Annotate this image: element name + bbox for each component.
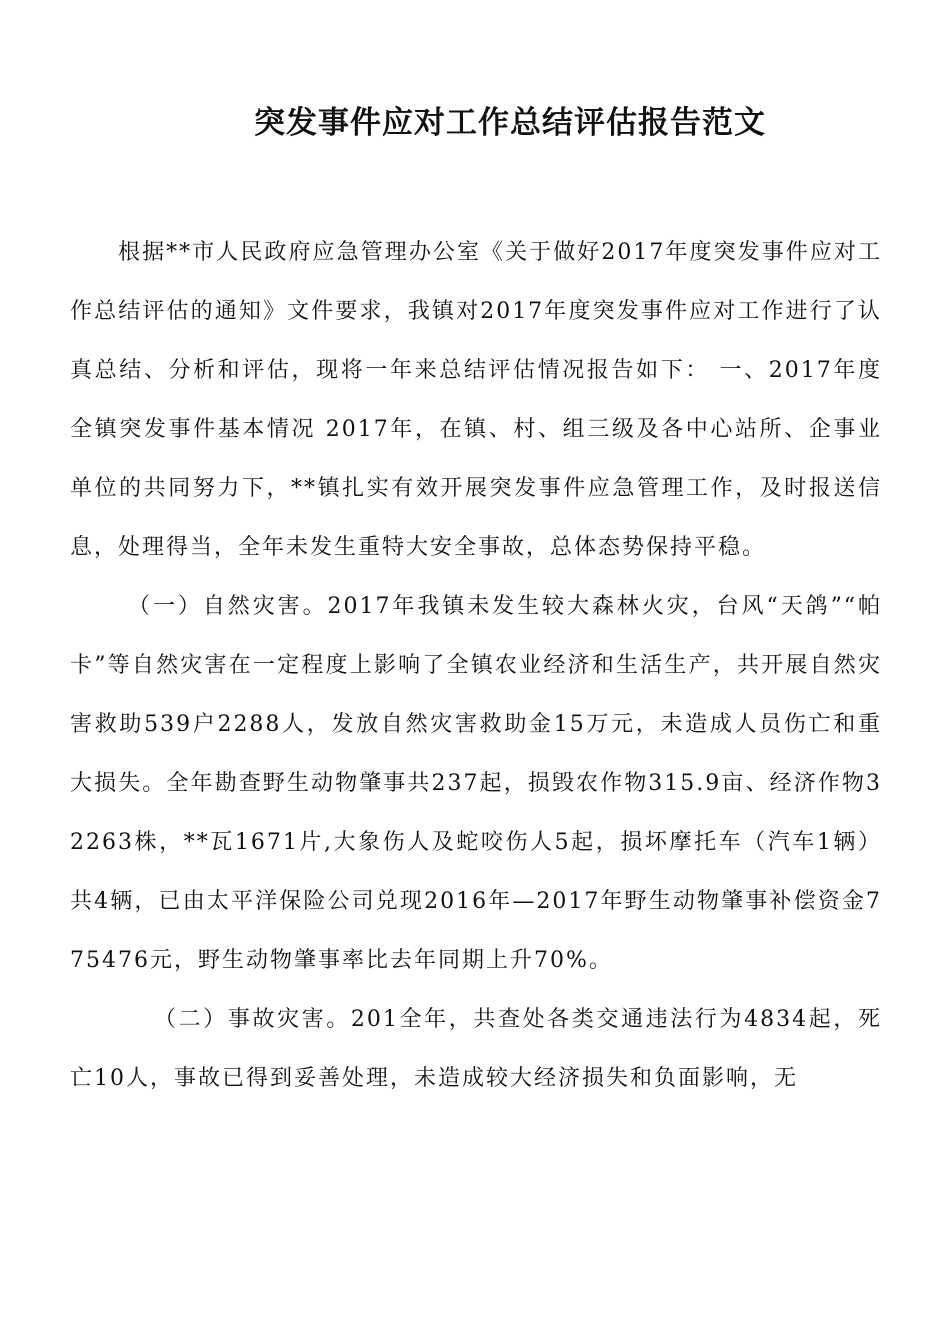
paragraph-natural-disasters: （一）自然灾害。2017年我镇未发生较大森林火灾，台风“天鸽”“帕卡”等自然灾害在一定程度上影响了全镇农业经济和生活生产，共开展自然灾害救助539户2288人，发放自然灾害救助金15万元，未造成人员伤亡和重大损失。全年勘查野生动物肇事共237起，损毁农作物315.9亩、经济作物32263株，**瓦1671片,大象伤人及蛇咬伤人5起，损坏摩托车（汽车1辆）共4辆，已由太平洋保险公司兑现2016年—2017年野生动物肇事补偿资金775476元，野生动物肇事率比去年同期上升70%。 — [70, 594, 882, 973]
document-title: 突发事件应对工作总结评估报告范文 — [254, 105, 766, 141]
document-body — [70, 223, 882, 1108]
paragraph-accident-disasters: （二）事故灾害。201全年，共查处各类交通违法行为4834起，死亡10人，事故已得到妥善处理，未造成较大经济损失和负面影响，无 — [70, 1007, 882, 1091]
paragraph-intro: 根据**市人民政府应急管理办公室《关于做好2017年度突发事件应对工作总结评估的通知》文件要求，我镇对2017年度突发事件应对工作进行了认真总结、分析和评估，现将一年来总结评估情况报告如下： 一、2017年度全镇突发事件基本情况 2017年，在镇、村、组三级及各中心站所、企事业单位的共同努力下，**镇扎实有效开展突发事件应急管理工作，及时报送信息，处理得当，全年未发生重特大安全事故，总体态势保持平稳。 — [70, 240, 882, 560]
